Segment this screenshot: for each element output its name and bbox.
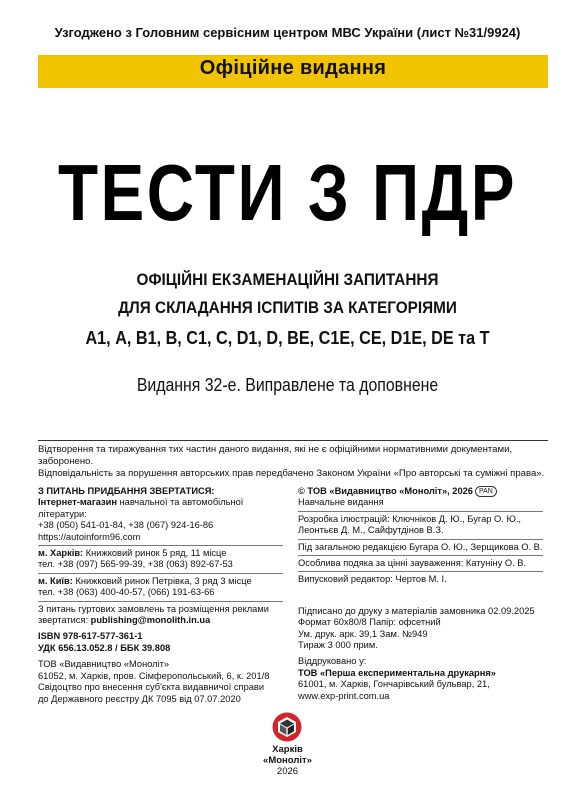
printer-address: 61001, м. Харків, Гончарівський бульвар, 21, xyxy=(298,679,490,690)
publisher-logo-icon xyxy=(272,712,302,742)
illustrations-line-1: Розробка ілюстрацій: Ключніков Д. Ю., Бугар О. Ю., xyxy=(298,513,522,524)
banner-text: Офіційне видання xyxy=(199,57,387,79)
udk-bbk: УДК 656.13.052.8 / ББК 39.808 xyxy=(38,642,171,653)
pan-badge: PAN xyxy=(475,486,497,497)
contact-label: звертатися: xyxy=(38,615,91,626)
subtitle-line-1: ОФІЦІЙНІ ЕКЗАМЕНАЦІЙНІ ЗАПИТАННЯ xyxy=(136,270,439,289)
contact-info xyxy=(38,615,288,626)
illustrations-line-2: Леонтьєв Д. М., Сайфутдінов В.З. xyxy=(298,525,444,536)
official-edition-banner xyxy=(38,55,548,88)
kharkiv-addr: Книжковий ринок 5 ряд, 11 місце xyxy=(83,548,227,559)
kyiv-phones: тел. +38 (063) 400-40-57, (066) 191-63-66 xyxy=(38,587,215,598)
wholesale-info: З питань гуртових замовлень та розміщення реклами xyxy=(38,603,269,614)
copyright-text: © ТОВ «Видавництво «Моноліт», 2026 xyxy=(298,486,473,496)
shop-phones: +38 (050) 541-01-84, +38 (067) 924-16-86 xyxy=(38,520,214,531)
printer-name: ТОВ «Перша експериментальна друкарня» xyxy=(298,667,496,678)
printed-by-label: Віддруковано у: xyxy=(298,656,367,667)
kyiv-addr: Книжковий ринок Петрівка, 3 ряд 3 місце xyxy=(72,575,252,586)
imprint-column xyxy=(298,486,553,702)
publisher-name: ТОВ «Видавництво «Моноліт» xyxy=(38,659,170,670)
purchase-heading: З ПИТАНЬ ПРИДБАННЯ ЗВЕРТАТИСЯ: xyxy=(38,486,215,496)
copyright-line-2: Відповідальність за порушення авторських прав передбачено Законом України «Про авторські та суміжні права». xyxy=(38,468,545,479)
subtitle-line-2: ДЛЯ СКЛАДАННЯ ІСПИТІВ ЗА КАТЕГОРІЯМИ xyxy=(118,298,457,317)
copyright-notice xyxy=(38,444,550,480)
shop-desc: навчальної та автомобільної літератури: xyxy=(38,497,244,519)
isbn: ISBN 978-617-577-361-1 xyxy=(38,631,143,642)
print-run: Тираж 3 000 прим. xyxy=(298,640,378,651)
right-divider xyxy=(298,511,543,512)
right-divider xyxy=(298,539,543,540)
general-editors: Під загальною редакцією Бугара О. Ю., Зерщикова О. В. xyxy=(298,541,543,552)
shop-label: Інтернет-магазин xyxy=(38,497,117,508)
genre: Навчальне видання xyxy=(298,497,384,508)
kyiv-label: м. Київ: xyxy=(38,575,73,586)
categories-line: А1, А, В1, В, С1, С, D1, D, ВЕ, С1Е, СЕ, D1Е, DЕ та Т xyxy=(85,328,490,348)
shop-info xyxy=(38,497,288,520)
signed-for-print: Підписано до друку з матеріалів замовника 02.09.2025 xyxy=(298,605,535,616)
footer-year: 2026 xyxy=(276,766,299,777)
shop-url[interactable]: https://autoinform96.com xyxy=(38,531,141,542)
right-divider xyxy=(298,555,543,556)
left-divider xyxy=(38,545,283,546)
left-divider xyxy=(38,573,283,574)
purchase-info-column xyxy=(38,486,288,705)
section-divider xyxy=(38,440,548,441)
publisher-address: 61052, м. Харків, пров. Сімферопольський, 6, к. 201/8 xyxy=(38,670,270,681)
release-editor: Випусковий редактор: Чертов М. І. xyxy=(298,574,447,585)
kharkiv-info xyxy=(38,548,288,559)
footer-city: Харків xyxy=(272,744,303,755)
publisher-footer xyxy=(0,744,575,766)
format-paper: Формат 60х80/8 Папір: офсетний xyxy=(298,617,441,628)
certificate-line-1: Свідоцтво про внесення суб'єкта видавничої справи xyxy=(38,682,265,693)
book-title: ТЕСТИ З ПДР xyxy=(57,148,518,237)
contact-email[interactable]: publishing@monolith.in.ua xyxy=(90,615,211,626)
edition-note: Видання 32-е. Виправлене та доповнене xyxy=(136,375,439,395)
printer-url[interactable]: www.exp-print.com.ua xyxy=(298,690,390,701)
print-sheets: Ум. друк. арк. 39,1 Зам. №949 xyxy=(298,628,428,639)
right-divider xyxy=(298,571,543,572)
special-thanks: Особлива подяка за цінні зауваження: Катуніну О. В. xyxy=(298,558,527,569)
footer-publisher: «Моноліт» xyxy=(263,755,312,766)
kyiv-info xyxy=(38,576,288,587)
approval-note: Узгоджено з Головним сервісним центром МВС України (лист №31/9924) xyxy=(54,25,521,40)
kharkiv-phones: тел. +38 (097) 565-99-39, +38 (063) 892-67-53 xyxy=(38,559,233,570)
copyright-line xyxy=(298,486,553,497)
certificate-line-2: до Державного реєстру ДК 7095 від 07.07.2020 xyxy=(38,693,241,704)
left-divider xyxy=(38,601,283,602)
copyright-line-1: Відтворення та тиражування тих частин даного видання, які не є офіційними нормативними документами, заборонено. xyxy=(38,444,513,467)
kharkiv-label: м. Харків: xyxy=(38,548,84,559)
